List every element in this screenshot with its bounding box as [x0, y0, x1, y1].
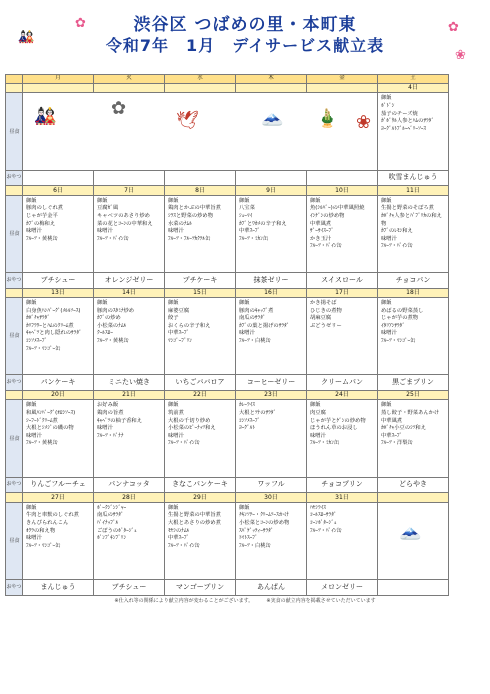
menu-item: 御飯: [239, 504, 250, 511]
menu-item: 南瓜のｻﾗﾀﾞ: [97, 512, 124, 519]
snack-label: おやつ: [6, 170, 23, 186]
weekday-header: 火: [94, 75, 165, 84]
plum-blossom-icon: ✿: [75, 16, 86, 31]
snack-cell: 黒ごまプリン: [378, 375, 449, 391]
menu-item: ｶﾌﾞの炒め: [97, 315, 121, 322]
menu-cell: [94, 195, 165, 272]
menu-item: ﾌﾙｰﾂ・ﾌﾙｰﾂｶｸﾃﾙ缶: [168, 235, 211, 242]
date-cell: 22日: [165, 391, 236, 400]
menu-item: ｺﾝｿﾒｽｰﾌﾟ: [239, 417, 261, 424]
menu-cell: [23, 502, 94, 579]
menu-cell: [307, 195, 378, 272]
meal-label: 昼食: [6, 298, 23, 375]
menu-item: ﾌﾙｰﾂ・白桃缶: [239, 338, 271, 345]
menu-cell: [307, 502, 378, 579]
snack-cell: クリームパン: [307, 375, 378, 391]
menu-item: 味噌汁: [310, 432, 326, 439]
menu-item: ﾊﾔｼﾗｲｽ: [310, 504, 326, 511]
snack-cell: チョコパン: [378, 273, 449, 289]
menu-item: 南瓜のｻﾗﾀﾞ: [239, 315, 266, 322]
menu-item: ｶﾎﾞﾁｬ人参とﾊﾟﾌﾟﾘｶの和え物: [381, 212, 442, 227]
menu-item: 御飯: [168, 402, 179, 409]
menu-cell: [307, 400, 378, 477]
corner-cell: [6, 75, 23, 84]
date-cell: [236, 83, 307, 92]
menu-item: 味噌汁: [26, 228, 42, 235]
menu-item: キャベツのあさり炒め: [97, 212, 150, 219]
snack-cell: りんごフルーチェ: [23, 477, 94, 493]
footer-note-2: ※実食の献立内容を掲載させていただいています: [266, 598, 376, 604]
menu-item: ぶどうゼリー: [310, 322, 342, 329]
menu-item: 鶏肉とかぶの中華旨煮: [168, 205, 221, 212]
menu-item: ﾌﾙｰﾂ・ﾊﾟｲﾝ缶: [310, 527, 342, 534]
menu-item: 八宝菜: [239, 205, 255, 212]
menu-item: ごぼうのﾎﾟﾀｰｼﾞｭ: [97, 527, 137, 534]
menu-item: ﾁｷﾝｿﾃｰ・ｸﾘｰﾑｿｰｽかけ: [239, 512, 290, 519]
snack-cell: [236, 170, 307, 186]
snack-cell: あんぱん: [236, 580, 307, 596]
date-row-label: [6, 391, 23, 400]
menu-item: 大根とｼﾒｼﾞの磯の物: [26, 425, 74, 432]
menu-item: 胡麻豆腐: [310, 315, 332, 322]
menu-item: ﾌﾙｰﾂ・ﾊﾟｲﾝ缶: [381, 243, 413, 250]
date-cell: 27日: [23, 493, 94, 502]
menu-item: 餃子: [168, 315, 179, 322]
snack-cell: [23, 170, 94, 186]
snack-cell: ミニたい焼き: [94, 375, 165, 391]
menu-cell: [23, 400, 94, 477]
menu-item: ﾏﾝｺﾞｰﾌﾟﾘﾝ: [168, 338, 192, 345]
menu-item: 御飯: [239, 300, 250, 307]
snack-cell: スイスロール: [307, 273, 378, 289]
menu-item: 味噌汁: [26, 535, 42, 542]
menu-item: 味噌汁: [97, 425, 113, 432]
menu-item: 御飯: [97, 300, 108, 307]
snack-cell: チョコプリン: [307, 477, 378, 493]
menu-item: ｷｬﾍﾞﾂの柚子香和え: [97, 417, 143, 424]
menu-item: ﾊﾟｲﾅｯﾌﾟﾙ: [97, 520, 119, 527]
menu-item: 味噌汁: [381, 330, 397, 337]
menu-item: 御飯: [381, 402, 392, 409]
menu-item: 肉豆腐: [310, 410, 326, 417]
menu-item: ﾌﾙｰﾂ・白桃缶: [239, 542, 271, 549]
menu-item: ﾌﾙｰﾂ・ﾏﾝｺﾞｰ缶: [26, 345, 61, 352]
menu-item: ｶﾌﾞの葉と揚げのｻﾗﾀﾞ: [239, 322, 290, 329]
menu-item: ｶﾚｰﾗｲｽ: [239, 402, 255, 409]
menu-item: ｷｬﾍﾞﾂと肉し隠れのｻﾗﾀﾞ: [26, 330, 82, 337]
menu-cell: [23, 298, 94, 375]
date-cell: 23日: [236, 391, 307, 400]
menu-cell: [94, 400, 165, 477]
snack-cell: メロンゼリー: [307, 580, 378, 596]
menu-item: ｶﾎﾞﾁｬ小豆のｼｿ和え: [381, 425, 427, 432]
menu-item: じゃが芋金平: [26, 212, 58, 219]
menu-item: ﾌﾙｰﾂ・黄桃缶: [97, 338, 129, 345]
snack-label: おやつ: [6, 580, 23, 596]
menu-item: きんぴられんこん: [26, 520, 69, 527]
menu-item: 御飯: [310, 402, 321, 409]
snack-cell: [307, 170, 378, 186]
date-cell: 9日: [236, 186, 307, 195]
snack-cell: プチケーキ: [165, 273, 236, 289]
menu-item: じゃが芋の煮物: [381, 315, 419, 322]
menu-item: ﾄﾏﾄｽｰﾌﾟ: [239, 535, 258, 542]
menu-item: ﾌﾙｰﾂ・ﾊﾟｲﾝ缶: [97, 235, 129, 242]
menu-item: ﾖｰｸﾞﾙﾄﾌﾞﾙｰﾍﾞﾘｰｿｰｽ: [381, 125, 427, 132]
menu-table: [5, 74, 449, 596]
menu-item: ﾎﾟｰｸｼﾞﾝｼﾞｬｰ: [97, 504, 127, 511]
menu-item: ｶﾌﾞの梅和え: [26, 220, 56, 227]
date-cell: [378, 493, 449, 502]
menu-item: 御飯: [381, 197, 392, 204]
menu-item: じゃが芋とｹﾞﾝの炒め物: [310, 417, 366, 424]
snack-cell: オレンジゼリー: [94, 273, 165, 289]
date-cell: 14日: [94, 288, 165, 297]
menu-item: おくらの辛子和え: [168, 322, 211, 329]
menu-item: ｼｭｰﾏｲ: [239, 212, 253, 219]
menu-item: ﾌﾙｰﾂ・ﾊﾟｲﾝ缶: [310, 243, 342, 250]
menu-item: ｼｰﾌｰﾄﾞｸﾘｰﾑ煮: [26, 417, 58, 424]
menu-item: ﾌﾙｰﾂ・黄桃缶: [26, 440, 58, 447]
menu-item: 生揚と野菜の中華旨煮: [168, 512, 221, 519]
menu-item: 味噌汁: [168, 432, 184, 439]
weekday-header: 土: [378, 75, 449, 84]
date-row-label: [6, 493, 23, 502]
menu-item: ｶﾌﾞとﾜｶﾒの辛子和え: [239, 220, 287, 227]
menu-item: 御飯: [26, 300, 37, 307]
menu-item: 牛肉と車麩のしぐれ煮: [26, 512, 79, 519]
menu-item: 御飯: [26, 504, 37, 511]
menu-item: ﾌﾙｰﾂ・ﾏﾝｺﾞｰ缶: [26, 542, 61, 549]
menu-item: 味噌汁: [26, 432, 42, 439]
date-cell: [165, 83, 236, 92]
date-cell: 29日: [165, 493, 236, 502]
menu-item: 麻婆豆腐: [168, 307, 190, 314]
menu-item: ﾎﾞﾄﾞｼ: [381, 102, 395, 109]
new-year-flower-icon: ❀: [455, 48, 466, 63]
snack-label: おやつ: [6, 477, 23, 493]
menu-item: 白身魚ﾊﾝﾊﾞｰｸﾞ(ﾒﾙﾙｿｰｽ): [26, 307, 81, 314]
date-cell: 24日: [307, 391, 378, 400]
menu-item: 御飯: [310, 197, 321, 204]
menu-item: ﾖｰｸﾞﾙﾄ: [239, 425, 255, 432]
menu-item: ｽﾊﾟｹﾞｯﾃｨｰｻﾗﾀﾞ: [239, 527, 274, 534]
mount-fuji-icon: 🗻: [399, 519, 422, 541]
menu-item: 生揚と野菜のそぼろ煮: [381, 205, 434, 212]
menu-item: 御飯: [381, 95, 392, 102]
date-cell: 11日: [378, 186, 449, 195]
date-cell: [307, 83, 378, 92]
date-cell: 4日: [378, 83, 449, 92]
menu-item: ﾓﾔｼのﾅﾑﾙ: [168, 527, 190, 534]
menu-item: 大根とあさりの炒め煮: [168, 520, 221, 527]
date-cell: 31日: [307, 493, 378, 502]
menu-cell: [378, 298, 449, 375]
snack-cell: マンゴープリン: [165, 580, 236, 596]
snack-cell: まんじゅう: [23, 580, 94, 596]
menu-item: 筑前煮: [168, 410, 184, 417]
menu-cell: [236, 298, 307, 375]
menu-item: 中華ｽｰﾌﾟ: [168, 535, 190, 542]
menu-item: ｲﾀﾘｱﾝｻﾗﾀﾞ: [381, 322, 405, 329]
snack-cell: [165, 170, 236, 186]
date-row-label: [6, 186, 23, 195]
date-row-label: [6, 288, 23, 297]
menu-item: ﾌﾙｰﾂ・ﾐｶﾝ缶: [310, 440, 340, 447]
menu-item: ｼﾗｽと野菜の炒め物: [168, 212, 214, 219]
menu-cell: [23, 195, 94, 272]
snack-cell: ブチシュー: [94, 580, 165, 596]
snack-cell: パンナコッタ: [94, 477, 165, 493]
menu-item: 御飯: [239, 197, 250, 204]
date-cell: 15日: [165, 288, 236, 297]
menu-item: めばるの野菜蒸し: [381, 307, 424, 314]
snack-cell: どらやき: [378, 477, 449, 493]
meal-label: 昼食: [6, 400, 23, 477]
snack-cell: [94, 170, 165, 186]
menu-item: ﾌﾙｰﾂ・ﾊﾟｲﾝ缶: [168, 440, 200, 447]
menu-item: 蒸し餃子・野菜あんかけ: [381, 410, 440, 417]
menu-cell: [94, 298, 165, 375]
date-cell: 28日: [94, 493, 165, 502]
menu-cell: [378, 400, 449, 477]
snack-cell: ブチシュー: [23, 273, 94, 289]
menu-cell: [378, 195, 449, 272]
snack-cell: ワッフル: [236, 477, 307, 493]
meal-label: 昼食: [6, 93, 23, 170]
meal-label: 昼食: [6, 502, 23, 579]
new-year-flower-icon: ❀: [356, 112, 372, 134]
snack-cell: いちごババロア: [165, 375, 236, 391]
date-cell: 13日: [23, 288, 94, 297]
date-cell: [23, 83, 94, 92]
menu-item: 味噌汁: [381, 235, 397, 242]
menu-cell: [307, 298, 378, 375]
menu-item: 小松菜とｺｰﾝの炒め物: [239, 520, 290, 527]
menu-item: ﾎﾟﾝﾌﾟｷﾝﾌﾟﾘﾝ: [97, 535, 127, 542]
menu-item: ﾌﾙｰﾂ・黄桃缶: [26, 235, 58, 242]
menu-item: 御飯: [26, 197, 37, 204]
menu-cell: [165, 195, 236, 272]
menu-cell: [165, 298, 236, 375]
date-cell: 30日: [236, 493, 307, 502]
date-cell: 6日: [23, 186, 94, 195]
menu-item: 中華ｽｰﾌﾟ: [381, 432, 403, 439]
menu-item: 魚(ｼﾙﾊﾞｰ)の中華風照焼: [310, 205, 365, 212]
daruma-icon: 🎎: [34, 106, 57, 128]
menu-item: 御飯: [97, 197, 108, 204]
date-cell: 8日: [165, 186, 236, 195]
date-cell: 17日: [307, 288, 378, 297]
menu-item: ｵｸﾗの和え物: [26, 527, 56, 534]
menu-item: 中華ｽｰﾌﾟ: [168, 330, 190, 337]
menu-cell: [236, 400, 307, 477]
weekday-header: 木: [236, 75, 307, 84]
menu-cell: [378, 502, 449, 579]
date-cell: 20日: [23, 391, 94, 400]
menu-cell: [165, 502, 236, 579]
date-row-label: [6, 83, 23, 92]
date-cell: 7日: [94, 186, 165, 195]
menu-item: ｺｰﾝﾎﾟﾀｰｼﾞｭ: [310, 520, 337, 527]
menu-item: ｻﾞｰｻｲｽｰﾌﾟ: [310, 228, 334, 235]
crane-icon: 🕊: [176, 110, 199, 132]
fuji-illustration: [381, 505, 446, 576]
weekday-header: 月: [23, 75, 94, 84]
menu-item: ｺﾝｿﾒｽｰﾌﾟ: [26, 338, 48, 345]
menu-item: 御飯: [168, 504, 179, 511]
snack-cell: きなこパンケーキ: [165, 477, 236, 493]
menu-item: 水菜のﾅﾑﾙ: [168, 220, 192, 227]
menu-item: 味噌汁: [97, 228, 113, 235]
menu-cell: [236, 502, 307, 579]
snack-cell: 吹雪まんじゅう: [378, 170, 449, 186]
menu-item: ｶﾎﾞﾁｬｻﾗﾀﾞ: [26, 315, 50, 322]
snack-cell: パンケーキ: [23, 375, 94, 391]
menu-item: ひじきの煮物: [310, 307, 342, 314]
menu-item: 中華風煮: [310, 220, 332, 227]
menu-item: 御飯: [168, 197, 179, 204]
new-year-illustration-cell: [23, 93, 378, 170]
menu-item: かき玉汁: [310, 235, 332, 242]
menu-item: ﾌﾙｰﾂ・ﾊﾞﾅﾅ: [97, 432, 124, 439]
menu-item: 小松菜のﾋﾟｰﾅｯﾂ和え: [168, 425, 216, 432]
menu-item: 豚肉のしぐれ煮: [26, 205, 64, 212]
menu-item: 中華風煮: [381, 417, 403, 424]
menu-item: 御飯: [26, 402, 37, 409]
menu-item: 味噌汁: [168, 228, 184, 235]
date-cell: 25日: [378, 391, 449, 400]
snack-label: おやつ: [6, 375, 23, 391]
menu-item: ﾌﾙｰﾂ・ﾏﾝｺﾞｰ缶: [381, 338, 416, 345]
footer-notes: [0, 597, 490, 604]
menu-item: 大根の千切り炒め: [168, 417, 211, 424]
menu-cell: [165, 400, 236, 477]
menu-item: ｶﾞﾎﾞｳﾙ人参とﾊﾑのｻﾗﾀﾞ: [381, 118, 434, 125]
footer-note-1: ※仕入れ等の関係により献立内容が変わることがございます。: [114, 598, 254, 604]
menu-item: 和風ﾊﾝﾊﾞｰｸﾞ(ｵﾛｼｿｰｽ): [26, 410, 76, 417]
mount-fuji-icon: 🗻: [261, 106, 284, 128]
menu-cell: [94, 502, 165, 579]
kadomatsu-icon: 🎍: [316, 108, 339, 130]
menu-item: 御飯: [168, 300, 179, 307]
date-cell: 18日: [378, 288, 449, 297]
menu-item: 大根とﾂﾅのｻﾗﾀﾞ: [239, 410, 277, 417]
new-year-illustration: [26, 95, 375, 166]
snack-cell: 抹茶ゼリー: [236, 273, 307, 289]
menu-item: ﾌﾙｰﾂ・ﾊﾟｲﾝ缶: [168, 542, 200, 549]
menu-item: お好み飯: [97, 402, 119, 409]
menu-item: かき揚そば: [310, 300, 337, 307]
header-line-1: 渋谷区 つばめの里・本町東: [133, 15, 357, 35]
menu-cell: [236, 195, 307, 272]
menu-item: 豚肉のｷｬｯﾌﾟ煮: [239, 307, 274, 314]
menu-item: 味噌汁: [239, 330, 255, 337]
menu-item: 豚肉のｽﾀﾐﾅ炒め: [97, 307, 135, 314]
menu-item: 中華ｽｰﾌﾟ: [239, 228, 261, 235]
snack-label: おやつ: [6, 273, 23, 289]
plum-blossom-icon: ✿: [448, 20, 459, 35]
menu-item: ｶﾌﾞのﾚﾓﾝ和え: [381, 228, 413, 235]
menu-item: ｶﾘﾌﾗﾜｰとﾊﾑのｸﾘｰﾑ煮: [26, 322, 74, 329]
date-cell: 16日: [236, 288, 307, 297]
menu-item: ｸｰﾙｽﾛｰ: [97, 330, 113, 337]
header-line-2: 令和7年 1月 デイサービス献立表: [105, 36, 385, 55]
menu-item: 小松菜のﾅﾑﾙ: [97, 322, 127, 329]
menu-item: ｺｰﾙｽﾛｰｻﾗﾀﾞ: [310, 512, 337, 519]
menu-item: ほうれん草のお浸し: [310, 425, 358, 432]
menu-item: 茄子のチーズ焼: [381, 110, 418, 117]
daruma-icon: 🎎: [18, 30, 35, 45]
snack-cell: コーヒーゼリー: [236, 375, 307, 391]
date-cell: [94, 83, 165, 92]
menu-item: 御飯: [381, 300, 392, 307]
menu-item: ｲﾝｹﾞﾝの炒め物: [310, 212, 345, 219]
menu-item: 鶏肉の旨煮: [97, 410, 124, 417]
menu-item: 菜の花とｺｰﾝの中華和え: [97, 220, 153, 227]
date-cell: 10日: [307, 186, 378, 195]
plum-blossom-icon: ✿: [111, 98, 127, 120]
menu-item: 豆腐ｶﾞ風: [97, 205, 119, 212]
menu-item: ﾌﾙｰﾂ・ﾐｶﾝ缶: [239, 235, 269, 242]
meal-label: 昼食: [6, 195, 23, 272]
weekday-header: 水: [165, 75, 236, 84]
date-cell: 21日: [94, 391, 165, 400]
weekday-header: 金: [307, 75, 378, 84]
menu-item: ﾌﾙｰﾂ・洋梨缶: [381, 440, 413, 447]
menu-cell: [378, 93, 449, 170]
snack-cell: [378, 580, 449, 596]
